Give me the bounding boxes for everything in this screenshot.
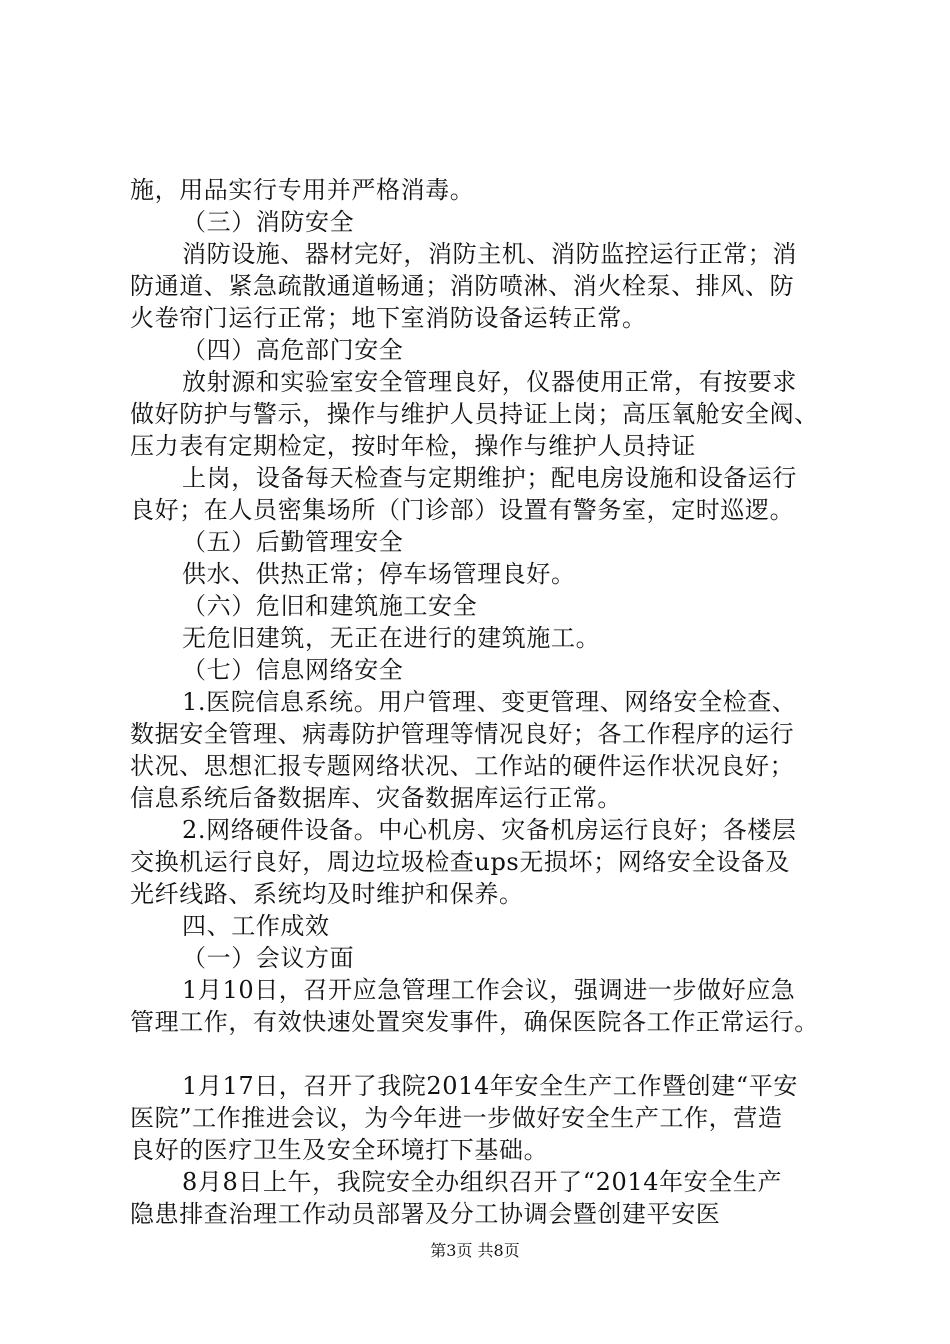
text-line: 做好防护与警示，操作与维护人员持证上岗；高压氧舱安全阀、 [130, 400, 819, 428]
text-line: 消防设施、器材完好，消防主机、消防监控运行正常；消 [182, 240, 797, 268]
text-line: （六）危旧和建筑施工安全 [182, 592, 478, 620]
text-line: 良好的医疗卫生及安全环境打下基础。 [130, 1136, 549, 1164]
text-line: 管理工作，有效快速处置突发事件，确保医院各工作正常运行。 [130, 1008, 819, 1036]
text-line: 隐患排查治理工作动员部署及分工协调会暨创建平安医 [130, 1200, 721, 1228]
text-line: （五）后勤管理安全 [182, 528, 404, 556]
text-line: 光纤线路、系统均及时维护和保养。 [130, 880, 524, 908]
text-line: 1月17日，召开了我院2014年安全生产工作暨创建“平安 [182, 1072, 798, 1100]
text-line: 压力表有定期检定，按时年检，操作与维护人员持证 [130, 432, 696, 460]
text-line: 信息系统后备数据库、灾备数据库运行正常。 [130, 784, 622, 812]
text-line: 1月10日，召开应急管理工作会议，强调进一步做好应急 [182, 976, 796, 1004]
text-line: 施，用品实行专用并严格消毒。 [130, 176, 475, 204]
text-line: （三）消防安全 [182, 208, 355, 236]
text-line: （一）会议方面 [182, 944, 355, 972]
text-line: 上岗，设备每天检查与定期维护；配电房设施和设备运行 [182, 464, 797, 492]
page-footer: 第3页 共8页 [430, 1241, 520, 1260]
text-line: 状况、思想汇报专题网络状况、工作站的硬件运作状况良好； [130, 752, 795, 780]
text-line: 防通道、紧急疏散通道畅通；消防喷淋、消火栓泵、排风、防 [130, 272, 795, 300]
text-line: 良好；在人员密集场所（门诊部）设置有警务室，定时巡逻。 [130, 496, 795, 524]
text-line: 四、工作成效 [182, 912, 330, 940]
document-body [130, 174, 850, 1230]
text-line: 数据安全管理、病毒防护管理等情况良好；各工作程序的运行 [130, 720, 795, 748]
text-line: 火卷帘门运行正常；地下室消防设备运转正常。 [130, 304, 647, 332]
text-line: 供水、供热正常；停车场管理良好。 [182, 560, 576, 588]
text-line: 1.医院信息系统。用户管理、变更管理、网络安全检查、 [182, 688, 797, 716]
text-line: 无危旧建筑，无正在进行的建筑施工。 [182, 624, 601, 652]
text-line: 放射源和实验室安全管理良好，仪器使用正常，有按要求 [182, 368, 797, 396]
text-line: （四）高危部门安全 [182, 336, 404, 364]
text-line: 医院”工作推进会议，为今年进一步做好安全生产工作，营造 [130, 1104, 783, 1132]
text-line: 8月8日上午，我院安全办组织召开了“2014年安全生产 [182, 1168, 783, 1196]
text-line: 2.网络硬件设备。中心机房、灾备机房运行良好；各楼层 [182, 816, 797, 844]
blank-line [130, 1038, 850, 1070]
text-line: （七）信息网络安全 [182, 656, 404, 684]
text-line: 交换机运行良好，周边垃圾检查ups无损坏；网络安全设备及 [130, 848, 790, 876]
